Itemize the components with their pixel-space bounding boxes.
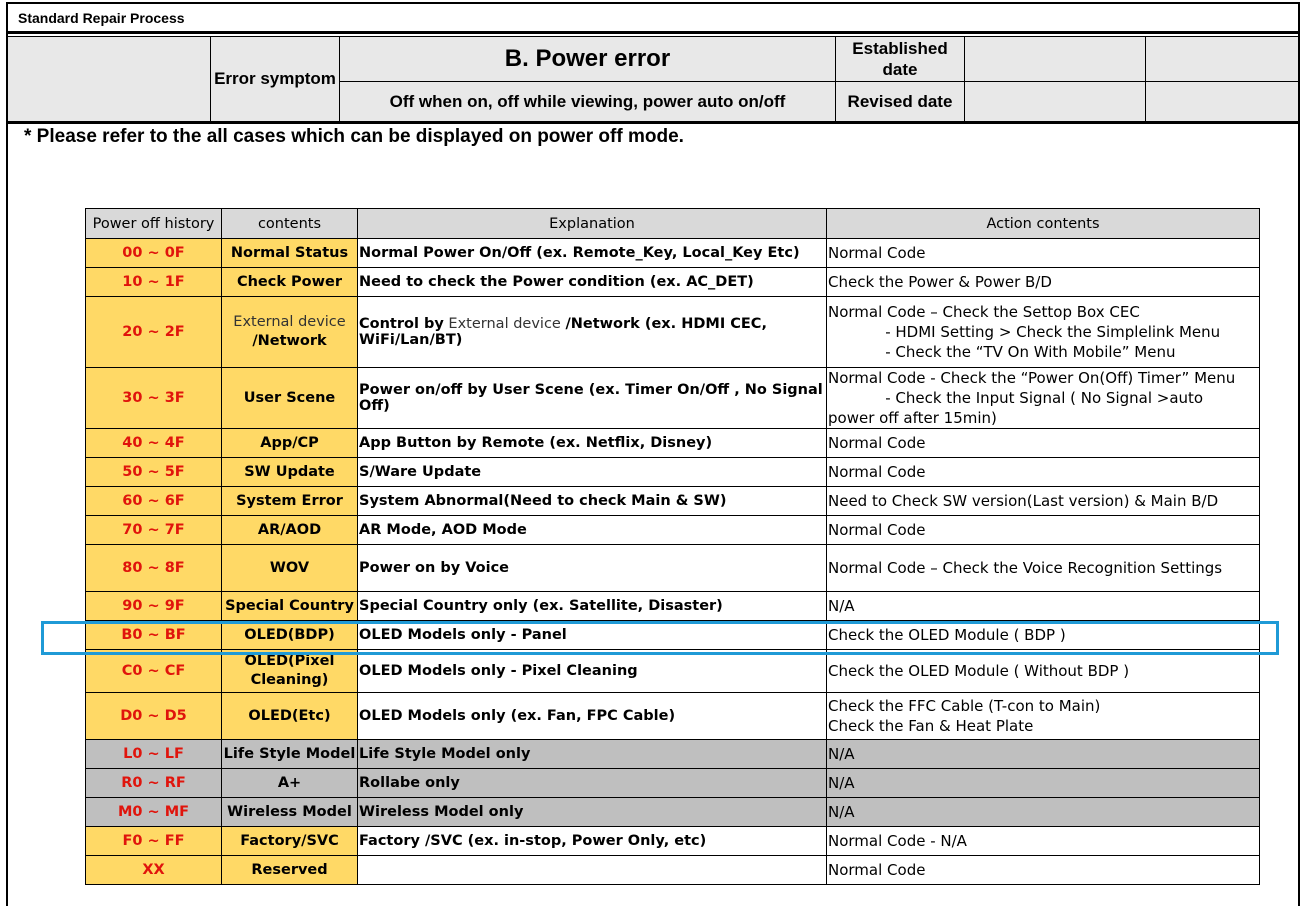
- contents-cell: OLED(BDP): [222, 621, 358, 650]
- contents-cell: User Scene: [222, 368, 358, 429]
- explanation-cell: Power on by Voice: [358, 545, 827, 592]
- code-cell: B0 ~ BF: [86, 621, 222, 650]
- action-cell: N/A: [827, 740, 1260, 769]
- table-row: [86, 458, 1260, 487]
- code-cell: 90 ~ 9F: [86, 592, 222, 621]
- contents-cell: Life Style Model: [222, 740, 358, 769]
- table-row: [86, 856, 1260, 885]
- action-cell: Check the OLED Module ( BDP ): [827, 621, 1260, 650]
- action-cell: N/A: [827, 769, 1260, 798]
- explanation-cell: Need to check the Power condition (ex. AC_DET): [358, 268, 827, 297]
- contents-cell: [222, 297, 358, 368]
- code-cell: F0 ~ FF: [86, 827, 222, 856]
- table-row: [86, 429, 1260, 458]
- contents-cell: Wireless Model: [222, 798, 358, 827]
- code-cell: 80 ~ 8F: [86, 545, 222, 592]
- revised-date-value: [965, 82, 1146, 123]
- table-row: [86, 798, 1260, 827]
- note-text: * Please refer to the all cases which can be displayed on power off mode.: [24, 126, 684, 147]
- action-cell: Normal Code: [827, 516, 1260, 545]
- column-header-contents: contents: [222, 209, 358, 239]
- explanation-cell: Wireless Model only: [358, 798, 827, 827]
- explanation-cell: [358, 297, 827, 368]
- explanation-cell: Special Country only (ex. Satellite, Disaster): [358, 592, 827, 621]
- table-row: [86, 545, 1260, 592]
- table-row: [86, 650, 1260, 693]
- established-date-extra: [1146, 37, 1299, 82]
- error-subtitle: Off when on, off while viewing, power auto on/off: [340, 82, 836, 123]
- explanation-cell: System Abnormal(Need to check Main & SW): [358, 487, 827, 516]
- established-date-value: [965, 37, 1146, 82]
- column-header-explanation: Explanation: [358, 209, 827, 239]
- code-cell: R0 ~ RF: [86, 769, 222, 798]
- code-cell: 40 ~ 4F: [86, 429, 222, 458]
- table-row: [86, 827, 1260, 856]
- contents-cell: Factory/SVC: [222, 827, 358, 856]
- explanation-cell: AR Mode, AOD Mode: [358, 516, 827, 545]
- code-cell: L0 ~ LF: [86, 740, 222, 769]
- action-cell: Check the FFC Cable (T-con to Main) Check the Fan & Heat Plate: [827, 693, 1260, 740]
- error-header-table: [8, 36, 1298, 124]
- revised-date-label: Revised date: [836, 82, 965, 123]
- explanation-cell: Normal Power On/Off (ex. Remote_Key, Local_Key Etc): [358, 239, 827, 268]
- code-cell: 20 ~ 2F: [86, 297, 222, 368]
- explanation-cell: [358, 856, 827, 885]
- code-cell: M0 ~ MF: [86, 798, 222, 827]
- error-symptom-label: Error symptom: [211, 37, 340, 123]
- table-row: [86, 769, 1260, 798]
- action-cell: Normal Code: [827, 856, 1260, 885]
- error-title: B. Power error: [340, 37, 836, 82]
- action-cell: Normal Code – Check the Voice Recognition Settings: [827, 545, 1260, 592]
- power-off-history-table: [85, 208, 1260, 885]
- action-cell: Need to Check SW version(Last version) & Main B/D: [827, 487, 1260, 516]
- table-row: [86, 297, 1260, 368]
- established-date-label: Established date: [836, 37, 965, 82]
- column-header-action-contents: Action contents: [827, 209, 1260, 239]
- column-header-power-off-history: Power off history: [86, 209, 222, 239]
- header-blank-cell: [8, 37, 211, 123]
- table-row: [86, 487, 1260, 516]
- code-cell: XX: [86, 856, 222, 885]
- explanation-cell: OLED Models only (ex. Fan, FPC Cable): [358, 693, 827, 740]
- explanation-cell: App Button by Remote (ex. Netflix, Disney): [358, 429, 827, 458]
- table-row: [86, 268, 1260, 297]
- action-cell: N/A: [827, 592, 1260, 621]
- explanation-prefix: Control by: [359, 316, 444, 332]
- contents-cell-line2: /Network: [252, 333, 327, 349]
- contents-cell: System Error: [222, 487, 358, 516]
- contents-cell: A+: [222, 769, 358, 798]
- code-cell: 70 ~ 7F: [86, 516, 222, 545]
- contents-cell-line1: External device: [233, 314, 346, 330]
- contents-cell: Check Power: [222, 268, 358, 297]
- explanation-cell: OLED Models only - Panel: [358, 621, 827, 650]
- explanation-cell: Power on/off by User Scene (ex. Timer On/Off , No Signal Off): [358, 368, 827, 429]
- contents-cell: Special Country: [222, 592, 358, 621]
- contents-cell: OLED(Etc): [222, 693, 358, 740]
- explanation-suffix: /Network (ex. HDMI CEC, WiFi/Lan/BT): [359, 316, 767, 348]
- explanation-cell: S/Ware Update: [358, 458, 827, 487]
- action-cell: Normal Code - N/A: [827, 827, 1260, 856]
- explanation-cell: Life Style Model only: [358, 740, 827, 769]
- document-title: Standard Repair Process: [8, 4, 1298, 34]
- contents-cell: App/CP: [222, 429, 358, 458]
- contents-cell: AR/AOD: [222, 516, 358, 545]
- table-row: [86, 516, 1260, 545]
- action-cell: Normal Code - Check the “Power On(Off) Timer” Menu - Check the Input Signal ( No Signal >auto power off after 15min): [827, 368, 1260, 429]
- action-cell: Check the OLED Module ( Without BDP ): [827, 650, 1260, 693]
- explanation-cell: Factory /SVC (ex. in-stop, Power Only, etc): [358, 827, 827, 856]
- action-cell: Check the Power & Power B/D: [827, 268, 1260, 297]
- table-row: [86, 368, 1260, 429]
- explanation-light: External device: [443, 316, 566, 332]
- action-cell: Normal Code – Check the Settop Box CEC - HDMI Setting > Check the Simplelink Menu - Check the “TV On With Mobile” Menu: [827, 297, 1260, 368]
- code-cell: 60 ~ 6F: [86, 487, 222, 516]
- code-cell: 50 ~ 5F: [86, 458, 222, 487]
- code-cell: 30 ~ 3F: [86, 368, 222, 429]
- revised-date-extra: [1146, 82, 1299, 123]
- table-row-highlighted: [86, 621, 1260, 650]
- table-row: [86, 239, 1260, 268]
- action-cell: N/A: [827, 798, 1260, 827]
- code-cell: 00 ~ 0F: [86, 239, 222, 268]
- action-cell: Normal Code: [827, 458, 1260, 487]
- explanation-cell: OLED Models only - Pixel Cleaning: [358, 650, 827, 693]
- table-row: [86, 592, 1260, 621]
- table-row: [86, 693, 1260, 740]
- contents-cell: OLED(Pixel Cleaning): [222, 650, 358, 693]
- contents-cell: WOV: [222, 545, 358, 592]
- action-cell: Normal Code: [827, 429, 1260, 458]
- explanation-cell: Rollabe only: [358, 769, 827, 798]
- contents-cell: Normal Status: [222, 239, 358, 268]
- contents-cell: SW Update: [222, 458, 358, 487]
- contents-cell: Reserved: [222, 856, 358, 885]
- code-cell: D0 ~ D5: [86, 693, 222, 740]
- code-cell: 10 ~ 1F: [86, 268, 222, 297]
- table-row: [86, 740, 1260, 769]
- action-cell: Normal Code: [827, 239, 1260, 268]
- code-cell: C0 ~ CF: [86, 650, 222, 693]
